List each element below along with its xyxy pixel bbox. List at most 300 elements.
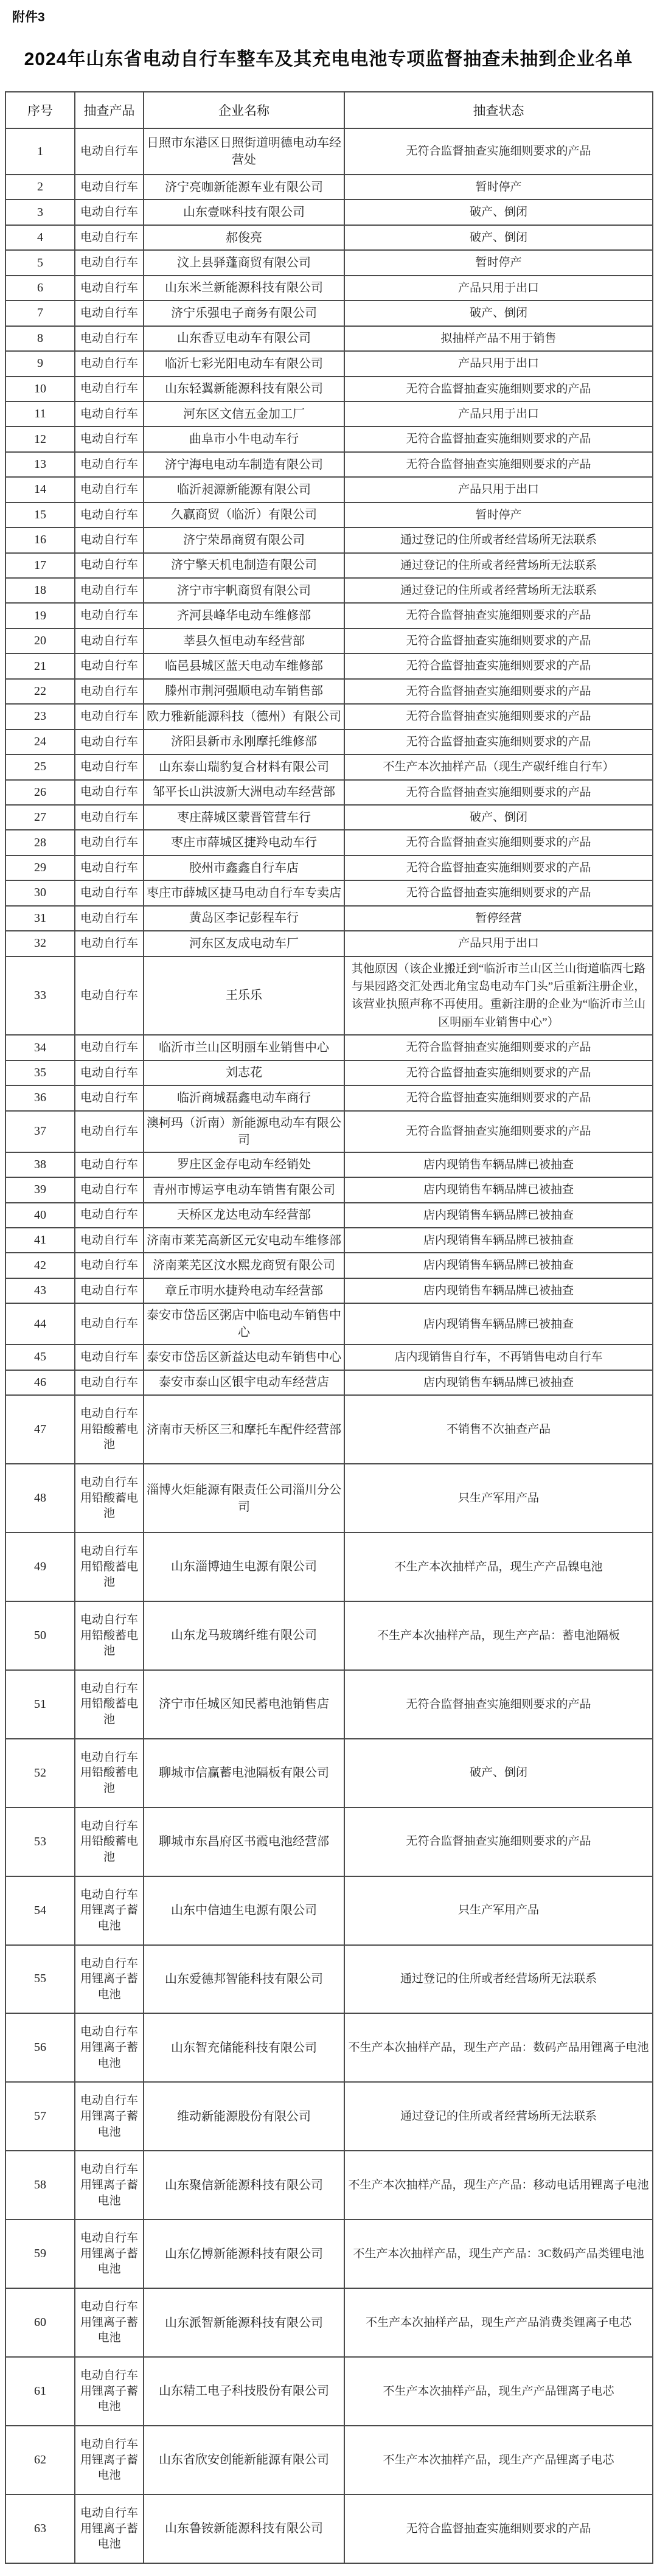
table-row — [5, 1739, 653, 1808]
cell-status: 无符合监督抽查实施细则要求的产品 — [344, 1060, 653, 1085]
table-row — [5, 1808, 653, 1876]
cell-product: 电动自行车 — [75, 503, 144, 527]
cell-status: 破产、倒闭 — [344, 301, 653, 325]
cell-serial: 14 — [5, 477, 75, 502]
cell-status: 破产、倒闭 — [344, 225, 653, 250]
cell-product: 电动自行车 — [75, 1111, 144, 1152]
cell-product: 电动自行车 — [75, 527, 144, 552]
table-row — [5, 704, 653, 729]
cell-product: 电动自行车 — [75, 628, 144, 653]
cell-product: 电动自行车 — [75, 679, 144, 704]
cell-serial: 63 — [5, 2494, 75, 2563]
cell-company: 泰安市岱岳区粥店中临电动车销售中心 — [144, 1303, 344, 1345]
cell-product: 电动自行车 — [75, 906, 144, 931]
cell-serial: 27 — [5, 805, 75, 830]
cell-company: 邹平长山洪波新大洲电动车经营部 — [144, 780, 344, 805]
cell-serial: 40 — [5, 1203, 75, 1228]
cell-status: 无符合监督抽查实施细则要求的产品 — [344, 1111, 653, 1152]
table-row — [5, 326, 653, 351]
cell-company: 山东亿博新能源科技有限公司 — [144, 2219, 344, 2288]
cell-product: 电动自行车 — [75, 351, 144, 376]
cell-company: 维动新能源股份有限公司 — [144, 2082, 344, 2151]
cell-status: 无符合监督抽查实施细则要求的产品 — [344, 452, 653, 477]
cell-company: 济阳县新市永刚摩托维修部 — [144, 729, 344, 754]
cell-status: 不生产本次抽样产品，现生产产品：数码产品用锂离子电池 — [344, 2013, 653, 2082]
cell-product: 电动自行车 — [75, 301, 144, 325]
table-row — [5, 1670, 653, 1739]
cell-status: 不生产本次抽样产品，现生产产品：蓄电池隔板 — [344, 1601, 653, 1670]
cell-product: 电动自行车 — [75, 553, 144, 578]
cell-serial: 59 — [5, 2219, 75, 2288]
cell-status: 通过登记的住所或者经营场所无法联系 — [344, 1945, 653, 2014]
cell-status: 只生产军用产品 — [344, 1876, 653, 1945]
cell-serial: 23 — [5, 704, 75, 729]
table-row — [5, 1035, 653, 1060]
cell-status: 只生产军用产品 — [344, 1464, 653, 1533]
cell-product: 电动自行车 — [75, 326, 144, 351]
header-cell-serial: 序号 — [5, 92, 75, 128]
cell-company: 王乐乐 — [144, 956, 344, 1036]
cell-product: 电动自行车用铅酸蓄电池 — [75, 1601, 144, 1670]
cell-product: 电动自行车用锂离子蓄电池 — [75, 2082, 144, 2151]
cell-serial: 54 — [5, 1876, 75, 1945]
cell-status: 无符合监督抽查实施细则要求的产品 — [344, 830, 653, 855]
table-row — [5, 578, 653, 603]
cell-product: 电动自行车用锂离子蓄电池 — [75, 2219, 144, 2288]
cell-serial: 13 — [5, 452, 75, 477]
table-row — [5, 477, 653, 502]
table-row — [5, 931, 653, 956]
attachment-label: 附件3 — [12, 10, 45, 24]
cell-serial: 62 — [5, 2426, 75, 2494]
cell-serial: 28 — [5, 830, 75, 855]
cell-serial: 26 — [5, 780, 75, 805]
table-row — [5, 1370, 653, 1395]
table-body — [5, 128, 653, 2563]
cell-product: 电动自行车用铅酸蓄电池 — [75, 1808, 144, 1876]
cell-company: 山东泰山瑞豹复合材料有限公司 — [144, 754, 344, 779]
cell-status: 不生产本次抽样产品，现生产产品：移动电话用锂离子电池 — [344, 2151, 653, 2219]
cell-company: 济南莱芜区汶水熙龙商贸有限公司 — [144, 1253, 344, 1278]
table-row — [5, 351, 653, 376]
cell-serial: 33 — [5, 956, 75, 1036]
cell-serial: 36 — [5, 1085, 75, 1110]
cell-company: 聊城市东昌府区书霞电池经营部 — [144, 1808, 344, 1876]
cell-serial: 61 — [5, 2357, 75, 2426]
cell-company: 日照市东港区日照街道明德电动车经营处 — [144, 128, 344, 175]
cell-serial: 17 — [5, 553, 75, 578]
cell-company: 莘县久恒电动车经营部 — [144, 628, 344, 653]
cell-product: 电动自行车 — [75, 1228, 144, 1253]
cell-product: 电动自行车用铅酸蓄电池 — [75, 1533, 144, 1601]
cell-status: 无符合监督抽查实施细则要求的产品 — [344, 880, 653, 905]
cell-status: 店内现销售车辆品牌已被抽查 — [344, 1203, 653, 1228]
cell-product: 电动自行车 — [75, 1370, 144, 1395]
cell-serial: 15 — [5, 503, 75, 527]
table-row — [5, 880, 653, 905]
cell-company: 山东爱德邦智能科技有限公司 — [144, 1945, 344, 2014]
cell-company: 泰安市岱岳区新益达电动车销售中心 — [144, 1345, 344, 1370]
cell-serial: 4 — [5, 225, 75, 250]
cell-serial: 24 — [5, 729, 75, 754]
table-row — [5, 2219, 653, 2288]
cell-status: 产品只用于出口 — [344, 402, 653, 426]
cell-serial: 56 — [5, 2013, 75, 2082]
table-row — [5, 956, 653, 1036]
cell-serial: 46 — [5, 1370, 75, 1395]
cell-status: 破产、倒闭 — [344, 1739, 653, 1808]
table-row — [5, 1945, 653, 2014]
cell-serial: 21 — [5, 653, 75, 678]
table-row — [5, 906, 653, 931]
cell-status: 店内现销售车辆品牌已被抽查 — [344, 1177, 653, 1202]
table-row — [5, 653, 653, 678]
cell-status: 产品只用于出口 — [344, 351, 653, 376]
cell-product: 电动自行车用锂离子蓄电池 — [75, 2288, 144, 2357]
cell-company: 滕州市荆河强顺电动车销售部 — [144, 679, 344, 704]
cell-serial: 29 — [5, 855, 75, 880]
cell-product: 电动自行车 — [75, 729, 144, 754]
cell-status: 不生产本次抽样产品，现生产产品：3C数码产品类锂电池 — [344, 2219, 653, 2288]
cell-company: 曲阜市小牛电动车行 — [144, 426, 344, 451]
cell-serial: 7 — [5, 301, 75, 325]
cell-product: 电动自行车 — [75, 1345, 144, 1370]
cell-company: 济宁市任城区知民蓄电池销售店 — [144, 1670, 344, 1739]
table-row — [5, 729, 653, 754]
cell-status: 店内现销售车辆品牌已被抽查 — [344, 1303, 653, 1345]
table-row — [5, 1203, 653, 1228]
cell-product: 电动自行车 — [75, 1177, 144, 1202]
cell-company: 济南市莱芜高新区元安电动车维修部 — [144, 1228, 344, 1253]
cell-product: 电动自行车 — [75, 128, 144, 175]
header-cell-status: 抽查状态 — [344, 92, 653, 128]
table-row — [5, 1303, 653, 1345]
cell-company: 山东鲁铵新能源科技有限公司 — [144, 2494, 344, 2563]
cell-company: 济宁海电电动车制造有限公司 — [144, 452, 344, 477]
cell-serial: 31 — [5, 906, 75, 931]
cell-product: 电动自行车 — [75, 780, 144, 805]
cell-status: 无符合监督抽查实施细则要求的产品 — [344, 704, 653, 729]
table-row — [5, 754, 653, 779]
table-row — [5, 1876, 653, 1945]
cell-status: 店内现销售车辆品牌已被抽查 — [344, 1370, 653, 1395]
cell-company: 临沂昶源新能源有限公司 — [144, 477, 344, 502]
cell-company: 山东淄博迪生电源有限公司 — [144, 1533, 344, 1601]
page-title: 2024年山东省电动自行车整车及其充电电池专项监督抽查未抽到企业名单 — [24, 49, 633, 69]
table-row — [5, 2357, 653, 2426]
cell-company: 汶上县驿蓬商贸有限公司 — [144, 250, 344, 275]
table-row — [5, 250, 653, 275]
cell-serial: 49 — [5, 1533, 75, 1601]
cell-company: 山东壹咪科技有限公司 — [144, 200, 344, 225]
cell-product: 电动自行车 — [75, 1085, 144, 1110]
cell-company: 济南市天桥区三和摩托车配件经营部 — [144, 1395, 344, 1464]
cell-product: 电动自行车 — [75, 175, 144, 200]
cell-product: 电动自行车用铅酸蓄电池 — [75, 1464, 144, 1533]
table-row — [5, 1060, 653, 1085]
table-row — [5, 679, 653, 704]
table-row — [5, 2426, 653, 2494]
cell-status: 无符合监督抽查实施细则要求的产品 — [344, 377, 653, 402]
cell-company: 临沂七彩光阳电动车有限公司 — [144, 351, 344, 376]
table-row — [5, 1228, 653, 1253]
table-row — [5, 200, 653, 225]
cell-product: 电动自行车 — [75, 377, 144, 402]
cell-company: 山东中信迪生电源有限公司 — [144, 1876, 344, 1945]
cell-company: 欧力雅新能源科技（德州）有限公司 — [144, 704, 344, 729]
cell-company: 天桥区龙达电动车经营部 — [144, 1203, 344, 1228]
cell-company: 刘志花 — [144, 1060, 344, 1085]
cell-status: 店内现销售车辆品牌已被抽查 — [344, 1152, 653, 1177]
cell-status: 不生产本次抽样产品，现生产产品消费类锂离子电芯 — [344, 2288, 653, 2357]
table-header-row — [5, 92, 653, 128]
cell-company: 济宁乐强电子商务有限公司 — [144, 301, 344, 325]
cell-company: 久赢商贸（临沂）有限公司 — [144, 503, 344, 527]
cell-product: 电动自行车用铅酸蓄电池 — [75, 1395, 144, 1464]
cell-serial: 5 — [5, 250, 75, 275]
cell-status: 不销售不次抽查产品 — [344, 1395, 653, 1464]
cell-product: 电动自行车 — [75, 200, 144, 225]
cell-status: 无符合监督抽查实施细则要求的产品 — [344, 855, 653, 880]
cell-serial: 32 — [5, 931, 75, 956]
cell-serial: 9 — [5, 351, 75, 376]
cell-status: 破产、倒闭 — [344, 200, 653, 225]
cell-company: 山东精工电子科技股份有限公司 — [144, 2357, 344, 2426]
cell-serial: 41 — [5, 1228, 75, 1253]
cell-serial: 10 — [5, 377, 75, 402]
cell-serial: 20 — [5, 628, 75, 653]
table-row — [5, 2288, 653, 2357]
cell-serial: 30 — [5, 880, 75, 905]
cell-product: 电动自行车用锂离子蓄电池 — [75, 2151, 144, 2219]
cell-serial: 51 — [5, 1670, 75, 1739]
cell-status: 通过登记的住所或者经营场所无法联系 — [344, 527, 653, 552]
table-row — [5, 527, 653, 552]
cell-product: 电动自行车 — [75, 1303, 144, 1345]
cell-serial: 37 — [5, 1111, 75, 1152]
cell-status: 产品只用于出口 — [344, 276, 653, 301]
cell-product: 电动自行车用铅酸蓄电池 — [75, 1670, 144, 1739]
cell-company: 胶州市鑫鑫自行车店 — [144, 855, 344, 880]
cell-company: 青州市博运亨电动车销售有限公司 — [144, 1177, 344, 1202]
table-row — [5, 1533, 653, 1601]
cell-product: 电动自行车 — [75, 1060, 144, 1085]
cell-product: 电动自行车 — [75, 426, 144, 451]
cell-serial: 55 — [5, 1945, 75, 2014]
cell-product: 电动自行车 — [75, 225, 144, 250]
cell-company: 山东聚信新能源科技有限公司 — [144, 2151, 344, 2219]
table-row — [5, 452, 653, 477]
cell-company: 郝俊亮 — [144, 225, 344, 250]
cell-status: 店内现销售自行车，不再销售电动自行车 — [344, 1345, 653, 1370]
cell-company: 枣庄市薛城区捷马电动自行车专卖店 — [144, 880, 344, 905]
cell-product: 电动自行车用铅酸蓄电池 — [75, 1739, 144, 1808]
cell-company: 淄博火炬能源有限责任公司淄川分公司 — [144, 1464, 344, 1533]
cell-product: 电动自行车 — [75, 250, 144, 275]
cell-product: 电动自行车 — [75, 578, 144, 603]
cell-serial: 43 — [5, 1278, 75, 1303]
cell-serial: 58 — [5, 2151, 75, 2219]
cell-company: 黄岛区李记彭程车行 — [144, 906, 344, 931]
cell-serial: 45 — [5, 1345, 75, 1370]
table-row — [5, 1177, 653, 1202]
cell-serial: 44 — [5, 1303, 75, 1345]
cell-status: 无符合监督抽查实施细则要求的产品 — [344, 780, 653, 805]
table-row — [5, 2494, 653, 2563]
cell-serial: 34 — [5, 1035, 75, 1060]
cell-status: 暂时停产 — [344, 250, 653, 275]
cell-serial: 35 — [5, 1060, 75, 1085]
table-row — [5, 377, 653, 402]
table-row — [5, 553, 653, 578]
table-row — [5, 503, 653, 527]
cell-serial: 39 — [5, 1177, 75, 1202]
cell-product: 电动自行车用锂离子蓄电池 — [75, 2357, 144, 2426]
cell-serial: 42 — [5, 1253, 75, 1278]
cell-serial: 11 — [5, 402, 75, 426]
cell-status: 通过登记的住所或者经营场所无法联系 — [344, 578, 653, 603]
header-cell-product: 抽查产品 — [75, 92, 144, 128]
cell-status: 无符合监督抽查实施细则要求的产品 — [344, 1035, 653, 1060]
cell-serial: 48 — [5, 1464, 75, 1533]
table-row — [5, 1111, 653, 1152]
table-row — [5, 426, 653, 451]
cell-company: 山东派智新能源科技有限公司 — [144, 2288, 344, 2357]
cell-status: 无符合监督抽查实施细则要求的产品 — [344, 628, 653, 653]
cell-serial: 19 — [5, 603, 75, 628]
table-row — [5, 225, 653, 250]
cell-product: 电动自行车 — [75, 477, 144, 502]
cell-company: 山东香豆电动车有限公司 — [144, 326, 344, 351]
cell-company: 济宁亮咖新能源车业有限公司 — [144, 175, 344, 200]
cell-serial: 8 — [5, 326, 75, 351]
cell-serial: 25 — [5, 754, 75, 779]
cell-company: 临邑县城区蓝天电动车维修部 — [144, 653, 344, 678]
cell-product: 电动自行车 — [75, 452, 144, 477]
cell-status: 不生产本次抽样产品，现生产产品锂离子电芯 — [344, 2426, 653, 2494]
cell-company: 山东省欣安创能新能源有限公司 — [144, 2426, 344, 2494]
cell-serial: 53 — [5, 1808, 75, 1876]
cell-product: 电动自行车 — [75, 704, 144, 729]
table-row — [5, 805, 653, 830]
table-row — [5, 603, 653, 628]
table-row — [5, 1278, 653, 1303]
table-row — [5, 780, 653, 805]
table-row — [5, 1395, 653, 1464]
cell-product: 电动自行车 — [75, 805, 144, 830]
table-row — [5, 1345, 653, 1370]
cell-status: 无符合监督抽查实施细则要求的产品 — [344, 603, 653, 628]
cell-status: 通过登记的住所或者经营场所无法联系 — [344, 2082, 653, 2151]
header-cell-company: 企业名称 — [144, 92, 344, 128]
cell-product: 电动自行车 — [75, 1035, 144, 1060]
table-row — [5, 1601, 653, 1670]
cell-serial: 47 — [5, 1395, 75, 1464]
cell-product: 电动自行车用锂离子蓄电池 — [75, 1945, 144, 2014]
cell-product: 电动自行车 — [75, 855, 144, 880]
cell-serial: 60 — [5, 2288, 75, 2357]
cell-serial: 38 — [5, 1152, 75, 1177]
cell-serial: 12 — [5, 426, 75, 451]
cell-product: 电动自行车用锂离子蓄电池 — [75, 1876, 144, 1945]
cell-product: 电动自行车 — [75, 653, 144, 678]
cell-company: 枣庄薛城区蒙晋管营车行 — [144, 805, 344, 830]
cell-status: 无符合监督抽查实施细则要求的产品 — [344, 426, 653, 451]
cell-company: 聊城市信赢蓄电池隔板有限公司 — [144, 1739, 344, 1808]
table-row — [5, 175, 653, 200]
cell-serial: 22 — [5, 679, 75, 704]
table-row — [5, 1152, 653, 1177]
cell-product: 电动自行车 — [75, 754, 144, 779]
cell-product: 电动自行车用锂离子蓄电池 — [75, 2494, 144, 2563]
cell-company: 济宁擎天机电制造有限公司 — [144, 553, 344, 578]
cell-product: 电动自行车 — [75, 1152, 144, 1177]
table-row — [5, 1085, 653, 1110]
cell-status: 无符合监督抽查实施细则要求的产品 — [344, 653, 653, 678]
cell-serial: 16 — [5, 527, 75, 552]
cell-serial: 52 — [5, 1739, 75, 1808]
cell-company: 澳柯玛（沂南）新能源电动车有限公司 — [144, 1111, 344, 1152]
cell-status: 不生产本次抽样产品，现生产产品镍电池 — [344, 1533, 653, 1601]
cell-serial: 3 — [5, 200, 75, 225]
table-row — [5, 2082, 653, 2151]
table-row — [5, 855, 653, 880]
cell-status: 暂时停产 — [344, 175, 653, 200]
cell-company: 济宁荣昂商贸有限公司 — [144, 527, 344, 552]
cell-company: 临沂商城磊鑫电动车商行 — [144, 1085, 344, 1110]
cell-status: 不生产本次抽样产品，现生产产品锂离子电芯 — [344, 2357, 653, 2426]
cell-status: 其他原因（该企业搬迁到“临沂市兰山区兰山街道临西七路与果园路交汇处西北角宝岛电动车门头”后重新注册企业，该营业执照声称不再使用。重新注册的企业为“临沂市兰山区明丽车业销售中心”） — [344, 956, 653, 1036]
cell-status: 产品只用于出口 — [344, 477, 653, 502]
cell-product: 电动自行车 — [75, 603, 144, 628]
cell-product: 电动自行车 — [75, 880, 144, 905]
table-row — [5, 1253, 653, 1278]
table-row — [5, 2013, 653, 2082]
cell-status: 暂时停产 — [344, 503, 653, 527]
table-row — [5, 830, 653, 855]
cell-status: 产品只用于出口 — [344, 931, 653, 956]
cell-product: 电动自行车用锂离子蓄电池 — [75, 2426, 144, 2494]
cell-status: 无符合监督抽查实施细则要求的产品 — [344, 128, 653, 175]
cell-status: 店内现销售车辆品牌已被抽查 — [344, 1228, 653, 1253]
cell-serial: 57 — [5, 2082, 75, 2151]
cell-product: 电动自行车 — [75, 931, 144, 956]
cell-company: 山东米兰新能源科技有限公司 — [144, 276, 344, 301]
cell-serial: 2 — [5, 175, 75, 200]
cell-status: 无符合监督抽查实施细则要求的产品 — [344, 679, 653, 704]
cell-product: 电动自行车 — [75, 1203, 144, 1228]
table-row — [5, 1464, 653, 1533]
table-row — [5, 628, 653, 653]
cell-status: 店内现销售车辆品牌已被抽查 — [344, 1253, 653, 1278]
cell-status: 无符合监督抽查实施细则要求的产品 — [344, 1808, 653, 1876]
cell-serial: 18 — [5, 578, 75, 603]
cell-company: 枣庄市薛城区捷羚电动车行 — [144, 830, 344, 855]
table-row — [5, 2151, 653, 2219]
cell-status: 无符合监督抽查实施细则要求的产品 — [344, 1085, 653, 1110]
cell-company: 河东区友成电动车厂 — [144, 931, 344, 956]
cell-status: 破产、倒闭 — [344, 805, 653, 830]
cell-company: 罗庄区金存电动车经销处 — [144, 1152, 344, 1177]
cell-company: 临沂市兰山区明丽车业销售中心 — [144, 1035, 344, 1060]
cell-product: 电动自行车 — [75, 402, 144, 426]
cell-company: 泰安市泰山区银宇电动车经营店 — [144, 1370, 344, 1395]
cell-product: 电动自行车 — [75, 1253, 144, 1278]
cell-status: 暂停经营 — [344, 906, 653, 931]
cell-company: 章丘市明水捷羚电动车经营部 — [144, 1278, 344, 1303]
table-row — [5, 402, 653, 426]
cell-product: 电动自行车 — [75, 830, 144, 855]
